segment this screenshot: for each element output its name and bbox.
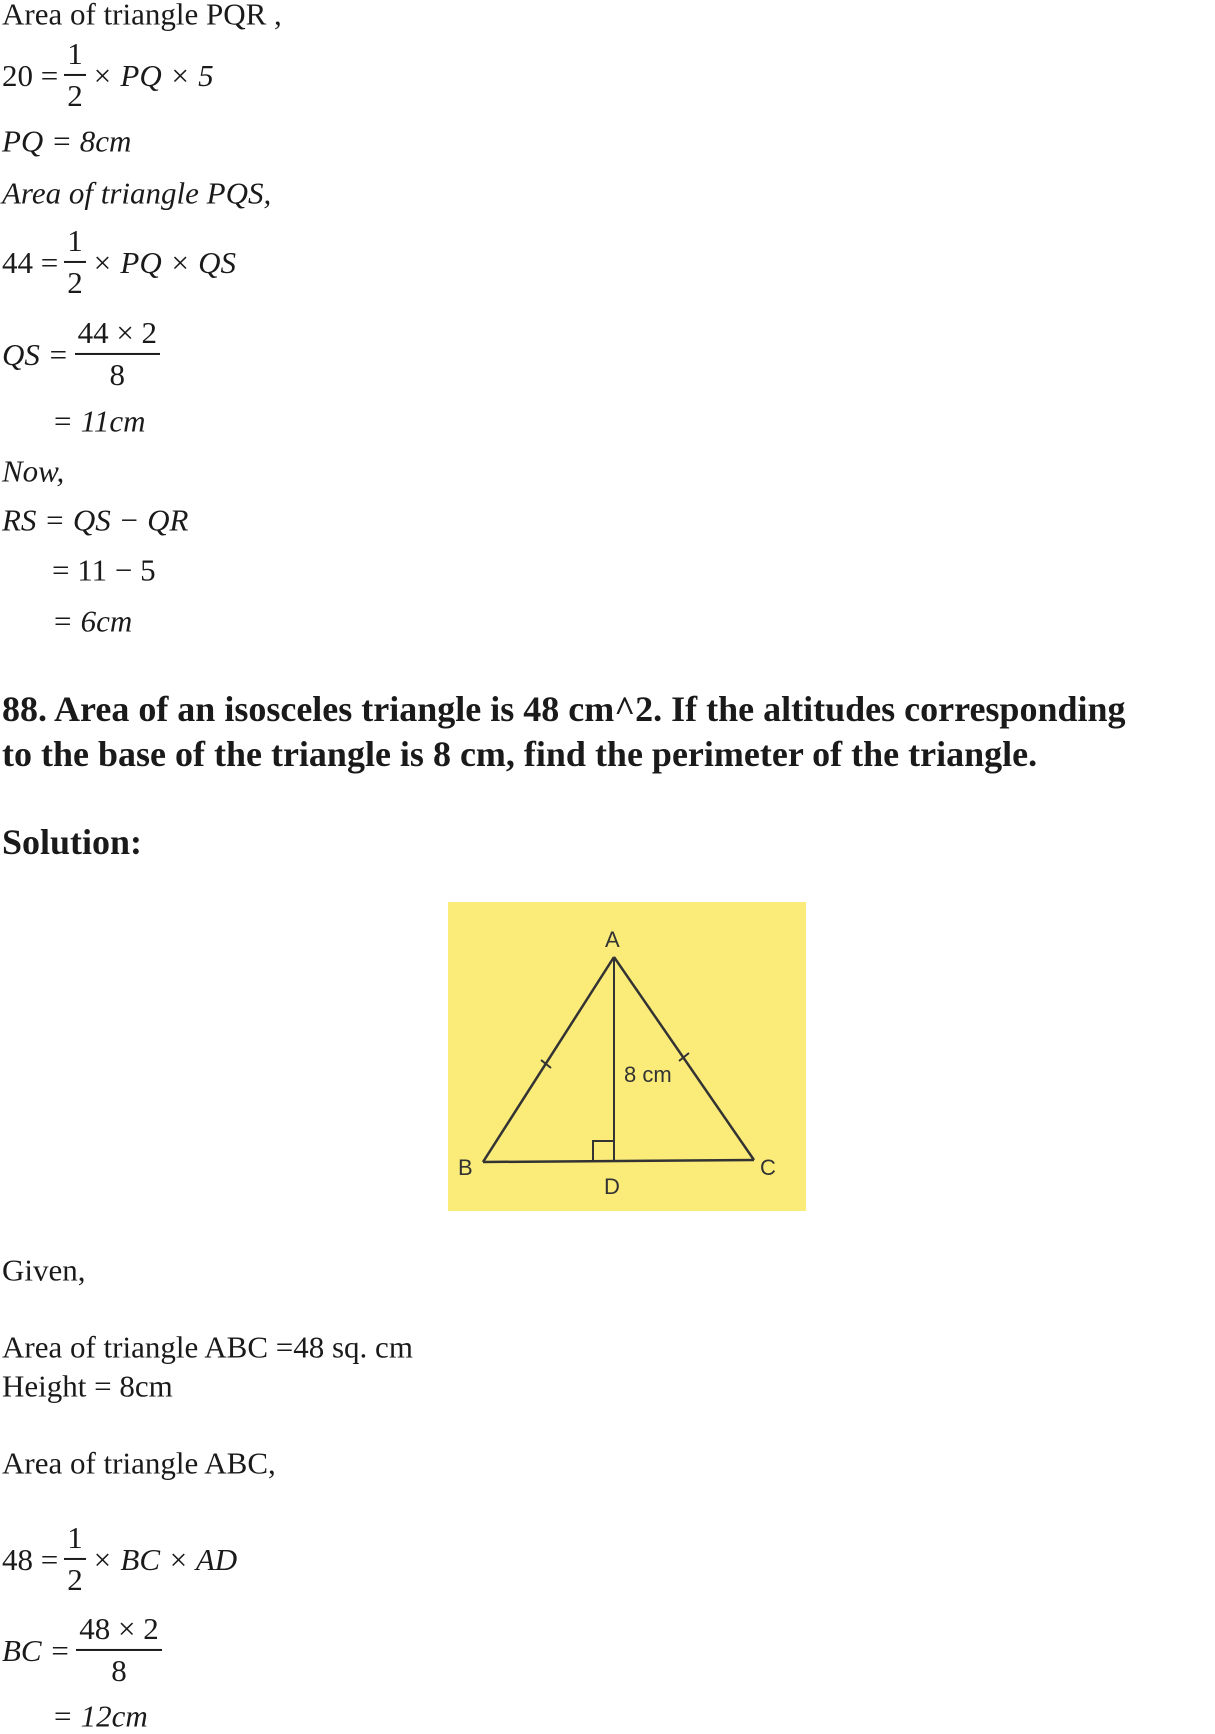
text-line: = 12cm (52, 1698, 148, 1734)
label-a: A (605, 927, 620, 952)
side-ab (483, 957, 614, 1162)
side-ac (614, 957, 754, 1160)
eq-lhs: 44 = (2, 244, 59, 280)
numerator: 1 (64, 1522, 86, 1560)
triangle-diagram (448, 902, 806, 1211)
text-line: Height = 8cm (2, 1368, 173, 1404)
fraction (75, 314, 160, 392)
fraction (76, 1610, 161, 1688)
equation-area-abc (2, 1519, 238, 1597)
text-line: = 11cm (52, 403, 146, 439)
numerator: 48 × 2 (76, 1613, 161, 1651)
text-line: Now, (2, 453, 65, 489)
text-line: Area of triangle PQS, (2, 175, 272, 211)
question-text: 88. Area of an isosceles triangle is 48 cm^2. If the altitudes corresponding (2, 689, 1126, 729)
numerator: 1 (64, 38, 86, 76)
text-line: RS = QS − QR (2, 502, 189, 538)
equation-area-pqs (2, 222, 237, 300)
solution-heading: Solution: (2, 822, 143, 862)
equation-qs (2, 314, 166, 392)
fraction (64, 222, 86, 300)
fraction (64, 1519, 86, 1597)
text-line: Area of triangle ABC =48 sq. cm (2, 1329, 413, 1365)
eq-lhs: 48 = (2, 1541, 59, 1577)
eq-lhs: 20 = (2, 57, 59, 93)
text-line: Area of triangle PQR , (2, 0, 282, 32)
text-line: = 6cm (52, 603, 133, 639)
text-line: PQ = 8cm (2, 123, 132, 159)
denominator: 8 (109, 356, 126, 392)
eq-rhs: × BC × AD (91, 1541, 238, 1577)
denominator: 2 (67, 1561, 83, 1597)
text-line: = 11 − 5 (52, 552, 156, 588)
right-angle-mark (593, 1141, 614, 1161)
question-text: to the base of the triangle is 8 cm, find the perimeter of the triangle. (2, 734, 1038, 774)
denominator: 8 (111, 1652, 127, 1688)
numerator: 44 × 2 (75, 317, 160, 355)
text-line: Area of triangle ABC, (2, 1445, 276, 1481)
eq-rhs: × PQ × QS (91, 244, 237, 280)
label-d: D (604, 1174, 620, 1199)
label-b: B (458, 1155, 473, 1180)
label-c: C (760, 1155, 776, 1180)
equation-bc (2, 1610, 168, 1688)
text-line: Given, (2, 1252, 86, 1288)
equation-area-pqr (2, 35, 214, 113)
eq-lhs: BC = (2, 1632, 71, 1668)
side-bc (483, 1160, 754, 1162)
numerator: 1 (64, 225, 86, 263)
eq-lhs: QS = (2, 336, 69, 372)
denominator: 2 (67, 77, 83, 113)
label-height: 8 cm (624, 1062, 672, 1087)
eq-rhs: × PQ × 5 (91, 57, 214, 93)
denominator: 2 (67, 264, 83, 300)
fraction (64, 35, 86, 113)
